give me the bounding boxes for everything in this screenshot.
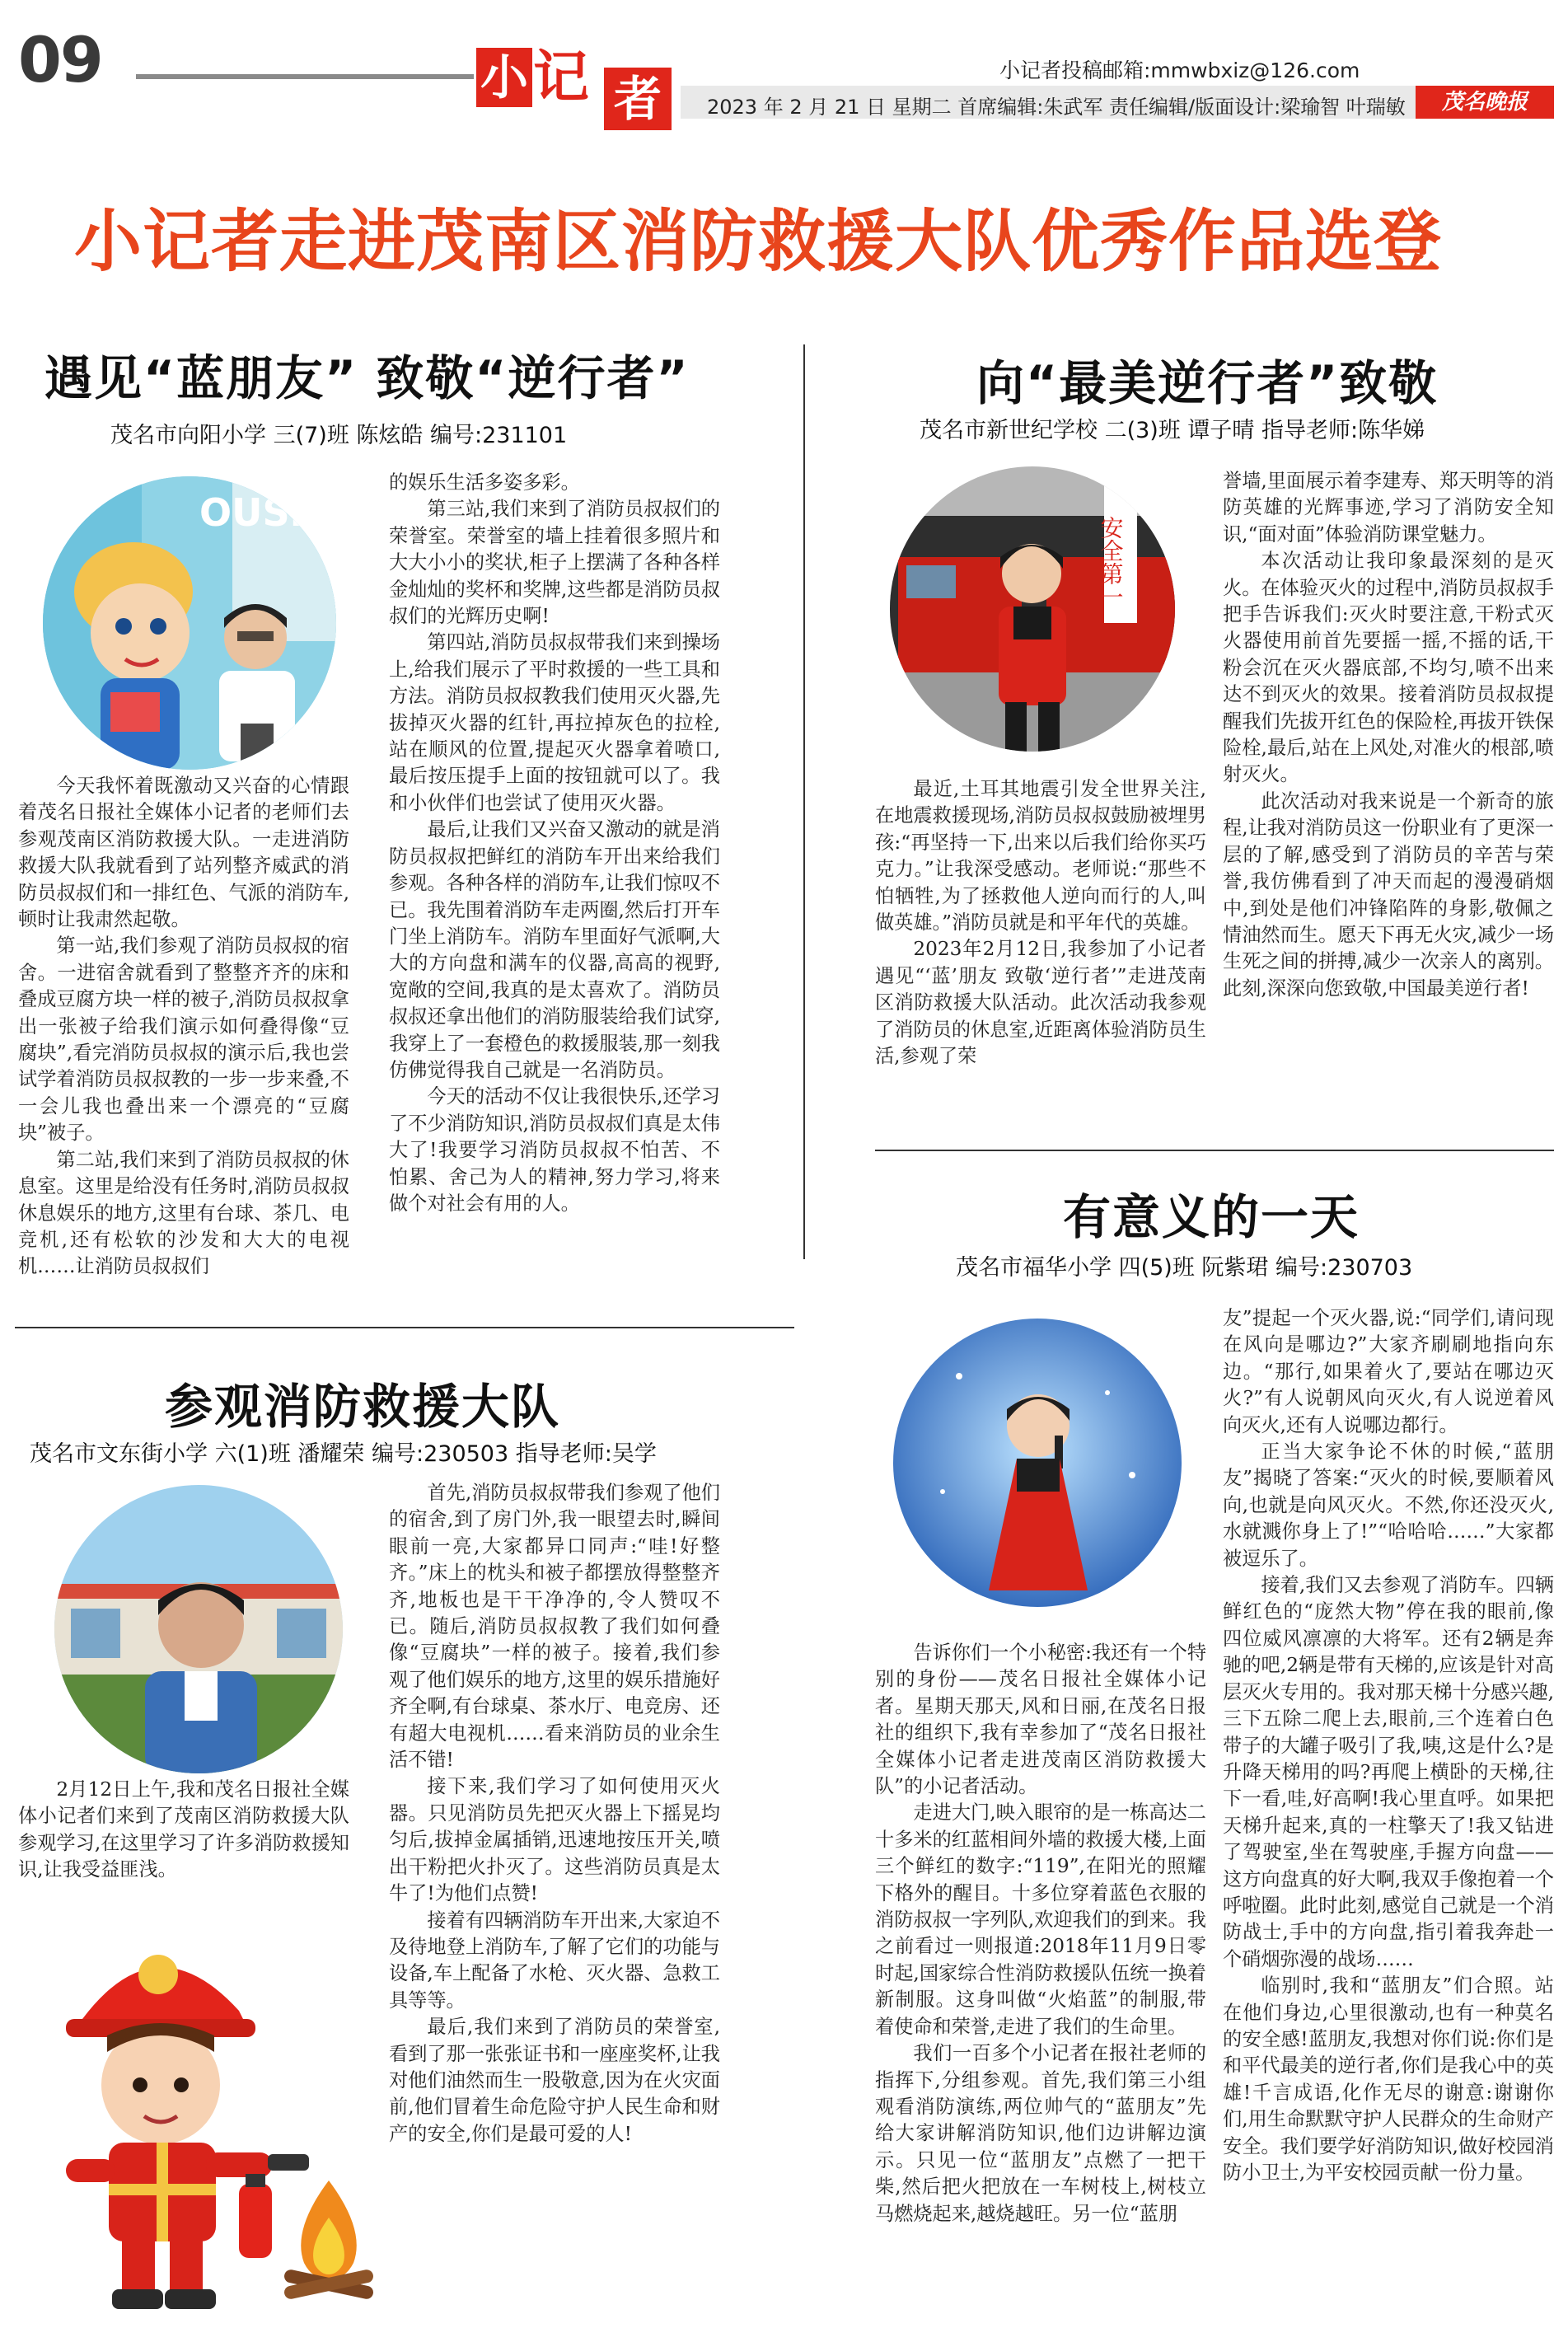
campfire-icon bbox=[275, 2172, 382, 2312]
newspaper-logo: 茂名晚报 bbox=[1416, 86, 1554, 119]
article-2-title: 参观消防救援大队 bbox=[165, 1379, 561, 1435]
article-4-title: 有意义的一天 bbox=[1063, 1189, 1360, 1245]
student-at-fire-station-image bbox=[890, 466, 1175, 752]
safety-banner-text: 安全第一 bbox=[1097, 516, 1125, 608]
paragraph: 第四站,消防员叔叔带我们来到操场上,给我们展示了平时救援的一些工具和方法。消防员叔叔教我们使用灭火器,先拔掉灭火器的红针,再拉掉灰色的拉栓,站在顺风的位置,提起灭火器拿着喷口,最后按压提手上面的按钮就可以了。我和小伙伴们也尝试了使用灭火器。 bbox=[389, 631, 720, 814]
paragraph: 此次活动对我来说是一个新奇的旅程,让我对消防员这一份职业有了更深一层的了解,感受到了消防员的辛苦与荣誉,我仿佛看到了冲天而起的漫漫硝烟中,到处是他们冲锋陷阵的身影,敬佩之情油然而生。愿天下再无火灾,减少一场生死之间的拼搏,减少一次亲人的离别。此刻,深深向您致敬,中国最美逆行者! bbox=[1223, 789, 1554, 1000]
article-1-photo bbox=[43, 476, 336, 770]
student-portrait-image bbox=[54, 1485, 343, 1773]
paragraph: 最后,让我们又兴奋又激动的就是消防员叔叔把鲜红的消防车开出来给我们参观。各种各样的消防车,让我们惊叹不已。我先围着消防车走两圈,然后打开车门坐上消防车。消防车里面好气派啊,大大的方向盘和满车的仪器,高高的视野,宽敞的空间,我真的是太喜欢了。消防员叔叔还拿出他们的消防服装给我们试穿,我穿上了一套橙色的救援服装,那一刻我仿佛觉得我自己就是一名消防员。 bbox=[389, 818, 720, 1081]
paragraph: 的娱乐生活多姿多彩。 bbox=[389, 471, 580, 494]
article-4-photo bbox=[893, 1319, 1182, 1607]
article-3-col-1 bbox=[875, 776, 1206, 1070]
page-number: 09 bbox=[18, 23, 102, 96]
article-2-photo bbox=[54, 1485, 343, 1773]
article-2-byline: 茂名市文东街小学 六(1)班 潘耀荣 编号:230503 指导老师:吴学 bbox=[30, 1441, 657, 1467]
brand-char-3: 者 bbox=[604, 68, 672, 130]
paragraph: 接着有四辆消防车开出来,大家迫不及待地登上消防车,了解了它们的功能与设备,车上配备了水枪、灭火器、急救工具等等。 bbox=[389, 1909, 720, 2012]
paragraph: 友”提起一个灭火器,说:“同学们,请问现在风向是哪边?”大家齐刷刷地指向东边。“那行,如果着火了,要站在哪边灭火?”有人说朝风向灭火,有人说逆着风向灭火,还有人说哪边都行。 bbox=[1223, 1307, 1554, 1436]
article-1-byline: 茂名市向阳小学 三(7)班 陈炫皓 编号:231101 bbox=[110, 423, 568, 448]
paragraph: 接下来,我们学习了如何使用灭火器。只见消防员先把灭火器上下摇晃均匀后,拔掉金属插销,迅速地按压开关,喷出干粉把火扑灭了。这些消防员真是太牛了!为他们点赞! bbox=[389, 1775, 720, 1905]
paragraph: 我们一百多个小记者在报社老师的指挥下,分组参观。首先,我们第三小组观看消防演练,两位帅气的“蓝朋友”先给大家讲解消防知识,他们边讲解边演示。只见一位“蓝朋友”点燃了一把干柴,然后把火把放在一车树枝上,树枝立马燃烧起来,越烧越旺。另一位“蓝朋 bbox=[875, 2042, 1206, 2225]
submission-email: 小记者投稿邮箱:mmwbxiz@126.com bbox=[999, 59, 1360, 82]
paragraph: 2月12日上午,我和茂名日报社全媒体小记者们来到了茂南区消防救援大队参观学习,在这里学习了许多消防救援知识,让我受益匪浅。 bbox=[18, 1778, 349, 1881]
background-sign-text: OUSE bbox=[199, 490, 316, 535]
paragraph: 第三站,我们来到了消防员叔叔们的荣誉室。荣誉室的墙上挂着很多照片和大大小小的奖状,柜子上摆满了各种各样金灿灿的奖杯和奖牌,这些都是消防员叔叔们的光辉历史啊! bbox=[389, 498, 720, 628]
paragraph: 最后,我们来到了消防员的荣誉室,看到了那一张张证书和一座座奖杯,让我对他们油然而生一股敬意,因为在火灾面前,他们冒着生命危险守护人民生命和财产的安全,你们是最可爱的人! bbox=[389, 2016, 720, 2145]
section-divider-left bbox=[15, 1327, 794, 1328]
brand-char-1: 小 bbox=[476, 48, 532, 107]
paragraph: 首先,消防员叔叔带我们参观了他们的宿舍,到了房门外,我一眼望去时,瞬间眼前一亮,大家都异口同声:“哇!好整齐。”床上的枕头和被子都摆放得整整齐齐,地板也是干干净净的,令人赞叹不已。随后,消防员叔叔教了我们如何叠像“豆腐块”一样的被子。接着,我们参观了他们娱乐的地方,这里的娱乐措施好齐全啊,有台球桌、茶水厅、电竞房、还有超大电视机……看来消防员的业余生活不错! bbox=[389, 1482, 720, 1772]
article-1-title: 遇见“蓝朋友” 致敬“逆行者” bbox=[44, 350, 690, 406]
paragraph: 今天我怀着既激动又兴奋的心情跟着茂名日报社全媒体小记者的老师们去参观茂南区消防救援大队。一走进消防救援大队我就看到了站列整齐威武的消防员叔叔们和一排红色、气派的消防车,顿时让我肃然起敬。 bbox=[18, 775, 349, 931]
reporter-with-mascot-image bbox=[43, 476, 336, 770]
paragraph: 告诉你们一个小秘密:我还有一个特别的身份——茂名日报社全媒体小记者。星期天那天,风和日丽,在茂名日报社的组织下,我有幸参加了“茂名日报社全媒体小记者走进茂南区消防救援大队”的小记者活动。 bbox=[875, 1642, 1207, 1798]
article-3-photo bbox=[890, 466, 1175, 752]
page-title: 小记者走进茂南区消防救援大队优秀作品选登 bbox=[74, 203, 1443, 281]
header-rule bbox=[136, 74, 474, 79]
article-3-col-2 bbox=[1223, 468, 1554, 1002]
paragraph: 最近,土耳其地震引发全世界关注,在地震救援现场,消防员叔叔鼓励被埋男孩:“再坚持一下,出来以后我们给你买巧克力。”让我深受感动。老师说:“那些不怕牺牲,为了拯救他人逆向而行的人,叫做英雄。”消防员就是和平年代的英雄。 bbox=[875, 778, 1206, 934]
paragraph: 2023年2月12日,我参加了小记者遇见“‘蓝’朋友 致敬‘逆行者’”走进茂南区消防救援大队活动。此次活动我参观了消防员的休息室,近距离体验消防员生活,参观了荣 bbox=[875, 938, 1206, 1068]
paragraph: 第二站,我们来到了消防员叔叔的休息室。这里是给没有任务时,消防员叔叔休息娱乐的地方,这里有台球、茶几、电竞机,还有松软的沙发和大大的电视机……让消防员叔叔们 bbox=[18, 1148, 349, 1278]
article-4-col-2 bbox=[1223, 1305, 1554, 2186]
article-1-col-2 bbox=[389, 470, 720, 1217]
article-3-title: 向“最美逆行者”致敬 bbox=[976, 355, 1439, 411]
article-1-col-1 bbox=[18, 773, 349, 1281]
paragraph: 正当大家争论不休的时候,“蓝朋友”揭晓了答案:“灭火的时候,要顺着风向,也就是向风灭火。不然,你还没灭火,水就溅你身上了!”“哈哈哈……”大家都被逗乐了。 bbox=[1223, 1440, 1554, 1570]
article-2-col-1 bbox=[18, 1777, 349, 1884]
article-2-col-2 bbox=[389, 1480, 720, 2148]
paragraph: 走进大门,映入眼帘的是一栋高达二十多米的红蓝相间外墙的救援大楼,上面三个鲜红的数字:“119”,在阳光的照耀下格外的醒目。十多位穿着蓝色衣服的消防叔叔一字列队,欢迎我们的到来。我之前看过一则报道:2018年11月9日零时起,国家综合性消防救援队伍统一换着新制服。这身叫做“火焰蓝”的制服,带着使命和荣誉,走进了我们的生命里。 bbox=[875, 1801, 1206, 2038]
campfire-illustration bbox=[275, 2172, 382, 2312]
paragraph: 誉墙,里面展示着李建寿、郑天明等的消防英雄的光辉事迹,学习了消防安全知识,“面对面”体验消防课堂魅力。 bbox=[1223, 470, 1554, 546]
article-4-col-1 bbox=[875, 1640, 1206, 2227]
brand-char-2: 记 bbox=[533, 44, 590, 110]
article-3-byline: 茂名市新世纪学校 二(3)班 谭子晴 指导老师:陈华娣 bbox=[920, 418, 1425, 443]
paragraph: 本次活动让我印象最深刻的是灭火。在体验灭火的过程中,消防员叔叔手把手告诉我们:灭火时要注意,干粉式灭火器使用前首先要摇一摇,不摇的话,干粉会沉在灭火器底部,不均匀,喷不出来达不到灭火的效果。接着消防员叔叔提醒我们先拔开红色的保险栓,再拔开铁保险栓,最后,站在上风处,对准火的根部,喷射灭火。 bbox=[1223, 550, 1554, 786]
paragraph: 第一站,我们参观了消防员叔叔的宿舍。一进宿舍就看到了整整齐齐的床和叠成豆腐方块一样的被子,消防员叔叔拿出一张被子给我们演示如何叠得像“豆腐块”,看完消防员叔叔的演示后,我也尝试学着消防员叔叔教的一步一步来叠,不一会儿我也叠出来一个漂亮的“豆腐块”被子。 bbox=[18, 934, 349, 1145]
column-divider bbox=[803, 344, 805, 1259]
paragraph: 临别时,我和“蓝朋友”们合照。站在他们身边,心里很激动,也有一种莫名的安全感!蓝朋友,我想对你们说:你们是和平代最美的逆行者,你们是我心中的英雄!千言成语,化作无尽的谢意:谢谢你们,用生命默默守护人民群众的生命财产安全。我们要学好消防知识,做好校园消防小卫士,为平安校园贡献一份力量。 bbox=[1223, 1974, 1554, 2184]
paragraph: 接着,我们又去参观了消防车。四辆鲜红色的“庞然大物”停在我的眼前,像四位威风凛凛的大将军。还有2辆是奔驰的吧,2辆是带有天梯的,应该是针对高层灭火专用的。我对那天梯十分感兴趣,三下五除二爬上去,眼前,三个连着白色带子的大罐子吸引了我,咦,这是什么?是升降天梯用的吗?再爬上横卧的天梯,往下一看,哇,好高啊!我心里直呼。如果把天梯升起来,真的一柱擎天了!我又钻进了驾驶室,坐在驾驶座,手握方向盘——这方向盘真的好大啊,我双手像抱着一个呼啦圈。此时此刻,感觉自己就是一个消防战士,手中的方向盘,指引着我奔赴一个硝烟弥漫的战场…… bbox=[1223, 1574, 1554, 1970]
dateline: 2023 年 2 月 21 日 星期二 首席编辑:朱武军 责任编辑/版面设计:梁瑜智 叶瑞敏 bbox=[707, 96, 1406, 119]
section-divider-right bbox=[875, 1150, 1554, 1151]
article-4-byline: 茂名市福华小学 四(5)班 阮紫珺 编号:230703 bbox=[956, 1255, 1413, 1281]
student-singing-on-stage-image bbox=[893, 1319, 1182, 1607]
paragraph: 今天的活动不仅让我很快乐,还学习了不少消防知识,消防员叔叔们真是太伟大了!我要学习消防员叔叔不怕苦、不怕累、舍己为人的精神,努力学习,将来做个对社会有用的人。 bbox=[389, 1085, 720, 1215]
